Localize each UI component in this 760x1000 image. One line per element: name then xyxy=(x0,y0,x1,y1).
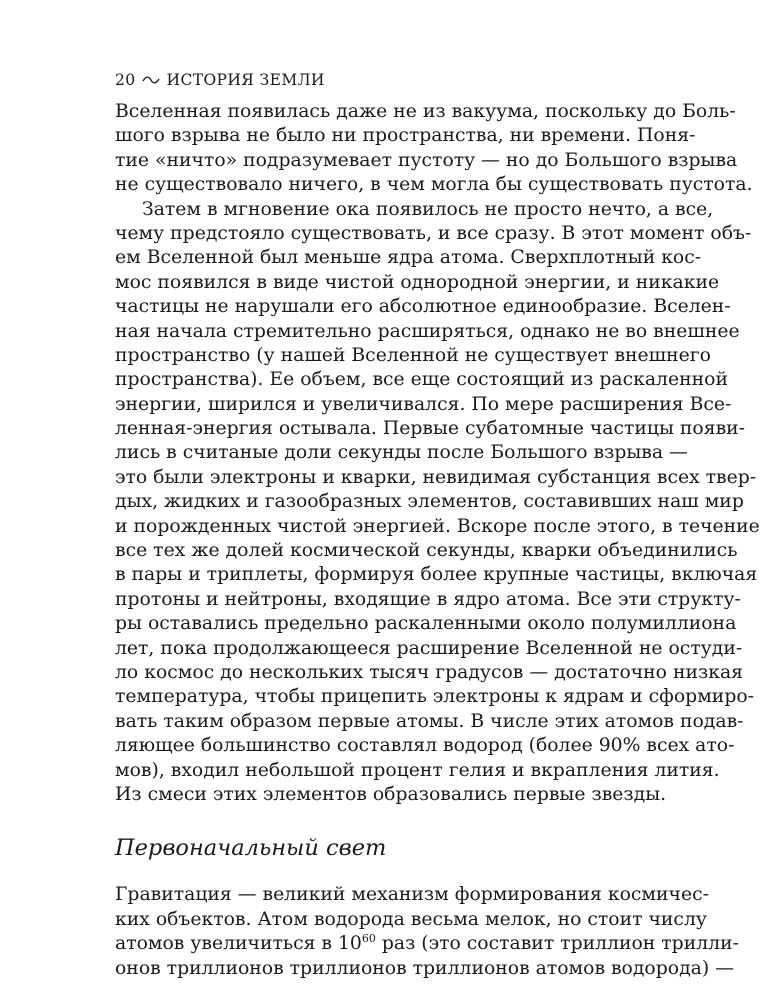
text-line: и порожденных чистой энергией. Вскоре после этого, в течение xyxy=(115,515,760,537)
text-line: лет, пока продолжающееся расширение Вселенной не остуди- xyxy=(115,637,743,659)
paragraph-1 xyxy=(115,100,753,198)
book-page xyxy=(115,68,760,981)
text-line: тие «ничто» подразумевает пустоту — но до Большого взрыва xyxy=(115,149,738,171)
text-line: протоны и нейтроны, входящие в ядро атома. Все эти структу- xyxy=(115,588,741,610)
exponent: 60 xyxy=(361,932,376,946)
paragraph-2 xyxy=(115,198,760,808)
text-line: Гравитация — великий механизм формирования космичес- xyxy=(115,884,709,906)
text-fragment: раз (это составит триллион трилли- xyxy=(375,933,739,955)
text-line: пространство (у нашей Вселенной не существует внешнего xyxy=(115,344,711,366)
text-line: шого взрыва не было ни пространства, ни времени. Поня- xyxy=(115,125,696,147)
paragraph-3 xyxy=(115,883,739,981)
text-line: ленная-энергия остывала. Первые субатомные частицы появи- xyxy=(115,418,746,440)
text-line: ем Вселенной был меньше ядра атома. Сверхплотный кос- xyxy=(115,247,702,269)
ornament-icon xyxy=(142,75,160,85)
text-line: вать таким образом первые атомы. В числе этих атомов подав- xyxy=(115,710,744,732)
text-line: Затем в мгновение ока появилось не просто нечто, а все, xyxy=(142,198,714,220)
text-line: пространства). Ее объем, все еще состоящий из раскаленной xyxy=(115,369,728,391)
text-line: Из смеси этих элементов образовались первые звезды. xyxy=(115,783,667,805)
text-line: чему предстояло существовать, и все сразу. В этот момент объ- xyxy=(115,222,752,244)
text-line: мос появился в виде чистой однородной энергии, и никакие xyxy=(115,271,720,293)
section-heading: Первоначальный свет xyxy=(115,835,387,862)
page-number: 20 xyxy=(115,71,136,89)
text-line: мов), входил небольшой процент гелия и вкрапления лития. xyxy=(115,759,720,781)
text-fragment: атомов увеличиться в 10 xyxy=(115,933,362,955)
text-line: ких объектов. Атом водорода весьма мелок, но стоит числу xyxy=(115,908,707,930)
text-line: не существовало ничего, в чем могла бы существовать пустота. xyxy=(115,174,753,196)
text-line: дых, жидких и газообразных элементов, составивших наш мир xyxy=(115,491,744,513)
text-line: в пары и триплеты, формируя более крупные частицы, включая xyxy=(115,564,758,586)
text-line: лись в считаные доли секунды после Большого взрыва — xyxy=(115,442,688,464)
text-line: ло космос до нескольких тысяч градусов — достаточно низкая xyxy=(115,661,744,683)
text-line: частицы не нарушали его абсолютное единообразие. Вселен- xyxy=(115,296,731,318)
text-line: онов триллионов триллионов триллионов атомов водорода) — xyxy=(115,957,734,979)
running-header xyxy=(115,68,597,92)
text-line: все тех же долей космической секунды, кварки объединились xyxy=(115,540,738,562)
text-line: энергии, ширился и увеличивался. По мере расширения Все- xyxy=(115,393,732,415)
text-line: ры оставались предельно раскаленными около полумиллиона xyxy=(115,613,737,635)
text-line-with-exponent xyxy=(115,932,739,956)
text-line: температура, чтобы прицепить электроны к ядрам и сформиро- xyxy=(115,686,754,708)
text-line: Вселенная появилась даже не из вакуума, поскольку до Боль- xyxy=(115,101,736,122)
text-line: это были электроны и кварки, невидимая субстанция всех твер- xyxy=(115,466,757,488)
text-line: ная начала стремительно расширяться, однако не во внешнее xyxy=(115,320,740,342)
running-title: ИСТОРИЯ ЗЕМЛИ xyxy=(166,71,325,89)
text-line: ляющее большинство составлял водород (более 90% всех ато- xyxy=(115,735,735,757)
